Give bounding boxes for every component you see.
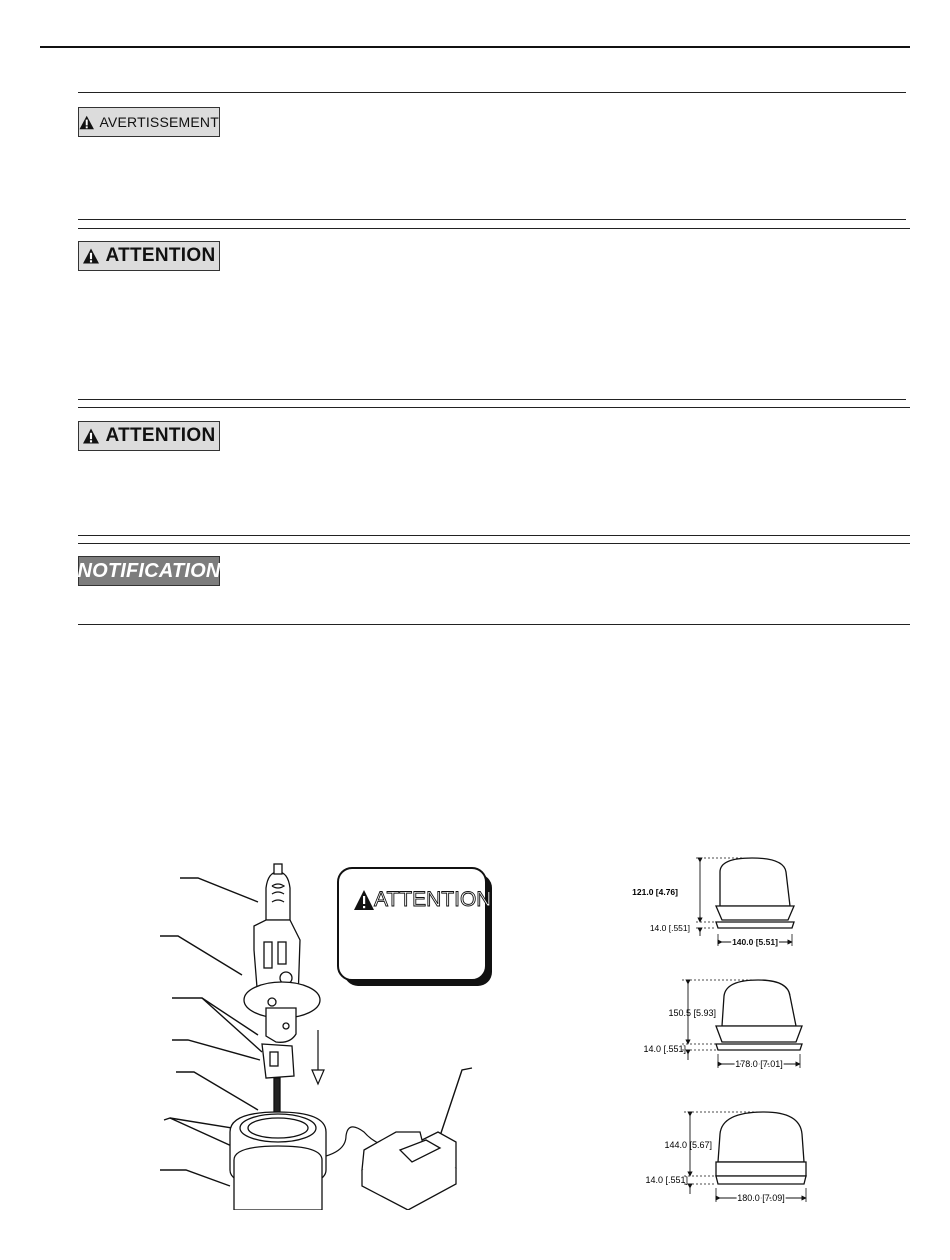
dimension-drawing-small <box>632 858 794 947</box>
callout-attention-label: ATTENTION <box>374 888 492 911</box>
width-label: 180.0 [7.09] <box>737 1193 785 1203</box>
attention-badge-2 <box>78 421 220 451</box>
section-rule <box>78 219 906 220</box>
leader-line <box>160 936 242 975</box>
section-rule <box>78 543 910 544</box>
dimension-drawing-medium <box>643 980 802 1069</box>
warning-triangle-icon <box>82 428 100 444</box>
section-rule <box>78 407 910 408</box>
attention-label: ATTENTION <box>105 425 216 446</box>
top-rule <box>40 46 910 48</box>
leader-line <box>180 878 258 902</box>
width-label: 140.0 [5.51] <box>732 937 778 947</box>
height-label: 150.5 [5.93] <box>668 1008 716 1018</box>
attention-badge-1 <box>78 241 220 271</box>
avertissement-badge <box>78 107 220 137</box>
base-height-label: 14.0 [.551] <box>645 1175 688 1185</box>
height-label: 144.0 [5.67] <box>664 1140 712 1150</box>
warning-triangle-icon <box>82 248 100 264</box>
dimension-drawing-large <box>645 1112 806 1203</box>
notification-label: NOTIFICATION <box>77 559 221 582</box>
section-rule <box>78 92 906 93</box>
base-height-label: 14.0 [.551] <box>649 923 690 933</box>
section-rule <box>78 228 910 229</box>
leader-line <box>176 1072 258 1110</box>
section-rule <box>78 399 906 400</box>
section-rule <box>78 624 910 625</box>
attention-label: ATTENTION <box>105 245 216 266</box>
warning-triangle-icon <box>79 115 94 130</box>
bulb-installation-illustration <box>150 850 520 1210</box>
base-height-label: 14.0 [.551] <box>643 1044 686 1054</box>
dimension-drawings <box>612 850 832 1220</box>
section-rule <box>78 535 910 536</box>
leader-line <box>172 1040 260 1060</box>
width-label: 178.0 [7.01] <box>735 1059 783 1069</box>
leader-line <box>160 1170 230 1186</box>
notification-badge <box>78 556 220 586</box>
height-label: 121.0 [4.76] <box>632 887 678 897</box>
avertissement-label: AVERTISSEMENT <box>99 114 219 130</box>
leader-line <box>438 1068 472 1142</box>
